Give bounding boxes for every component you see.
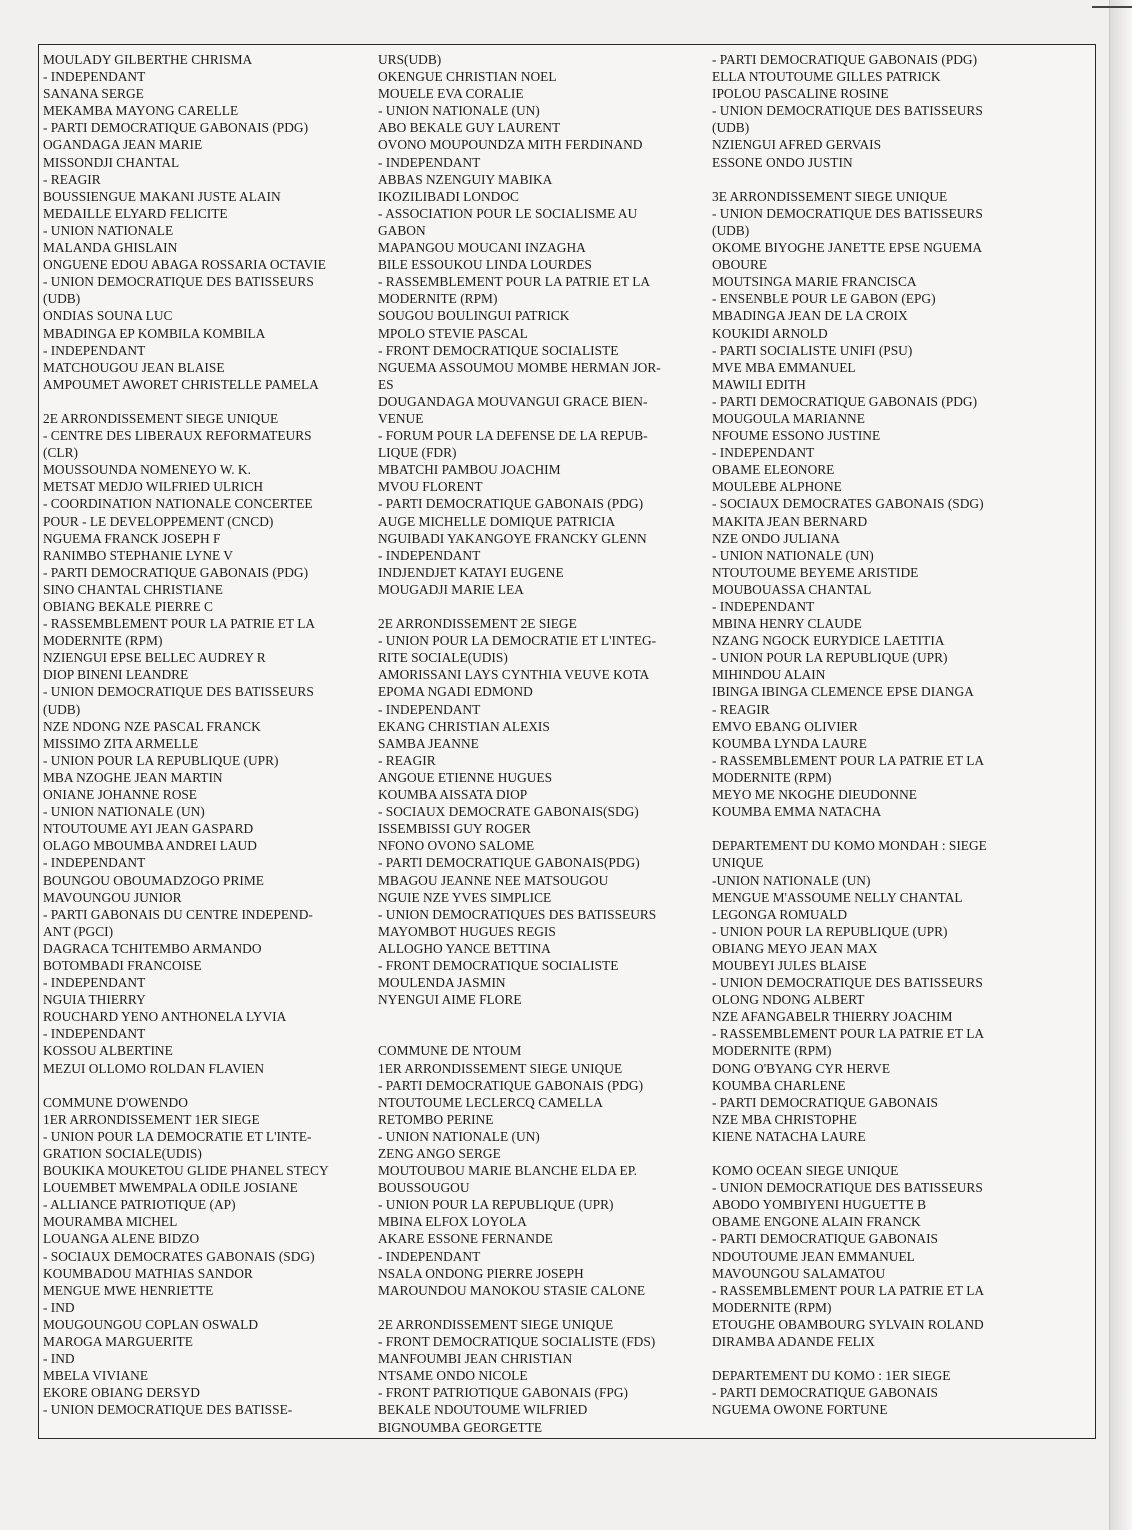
party-label: - INDEPENDANT [43, 975, 146, 991]
party-label: - REAGIR [712, 701, 770, 717]
candidate-name: MBADINGA EP KOMBILA KOMBILA [43, 325, 266, 341]
party-label: - ASSOCIATION POUR LE SOCIALISME AU [378, 205, 638, 221]
blank-line [378, 598, 710, 615]
candidate-name: IBINGA IBINGA CLEMENCE EPSE DIANGA [712, 684, 974, 700]
candidate-name: EKANG CHRISTIAN ALEXIS [378, 718, 550, 734]
party-label: - PARTI DEMOCRATIQUE GABONAIS (PDG) [712, 393, 978, 409]
candidate-name: NZANG NGOCK EURYDICE LAETITIA [712, 633, 945, 649]
party-label: - PARTI DEMOCRATIQUE GABONAIS [712, 1094, 938, 1110]
candidate-name: MANFOUMBI JEAN CHRISTIAN [378, 1351, 573, 1367]
candidate-name: SOUGOU BOULINGUI PATRICK [378, 308, 570, 324]
candidate-name: NTOUTOUME LECLERCQ CAMELLA [378, 1094, 603, 1110]
party-label: - PARTI SOCIALISTE UNIFI (PSU) [712, 342, 913, 358]
candidate-name: OGANDAGA JEAN MARIE [43, 137, 203, 153]
candidate-name: MOUTSINGA MARIE FRANCISCA [712, 274, 917, 290]
party-label: - COORDINATION NATIONALE CONCERTEE [43, 496, 313, 512]
party-label: - RASSEMBLEMENT POUR LA PATRIE ET LA [712, 752, 985, 768]
candidate-name: NFONO OVONO SALOME [378, 838, 535, 854]
section-heading: 2E ARRONDISSEMENT SIEGE UNIQUE [378, 1316, 614, 1332]
party-label: - IND [43, 1351, 75, 1367]
candidate-name: BOUSSIENGUE MAKANI JUSTE ALAIN [43, 188, 281, 204]
candidate-name: AMORISSANI LAYS CYNTHIA VEUVE KOTA [378, 667, 650, 683]
candidate-name: OLAGO MBOUMBA ANDREI LAUD [43, 838, 257, 854]
candidate-name: MBINA ELFOX LOYOLA [378, 1214, 527, 1230]
party-label: - ALLIANCE PATRIOTIQUE (AP) [43, 1197, 236, 1213]
column-1 [43, 51, 377, 1419]
candidate-name: MEZUI OLLOMO ROLDAN FLAVIEN [43, 1060, 265, 1076]
party-label: - UNION NATIONALE (UN) [43, 804, 205, 820]
candidate-name: DIOP BINENI LEANDRE [43, 667, 189, 683]
party-label: - INDEPENDANT [43, 342, 146, 358]
party-label: - INDEPENDANT [43, 69, 146, 85]
candidate-name: LIQUE (FDR) [378, 445, 457, 461]
candidate-name: ANT (PGCI) [43, 923, 114, 939]
candidate-name: NDOUTOUME JEAN EMMANUEL [712, 1248, 915, 1264]
candidate-name: OBOURE [712, 257, 768, 273]
candidate-name: MEKAMBA MAYONG CARELLE [43, 103, 239, 119]
candidate-name: MAROGA MARGUERITE [43, 1334, 193, 1350]
candidate-name: RETOMBO PERINE [378, 1111, 494, 1127]
section-heading: 2E ARRONDISSEMENT 2E SIEGE [378, 616, 577, 632]
party-label: - SOCIAUX DEMOCRATES GABONAIS (SDG) [43, 1248, 315, 1264]
party-label: - UNION DEMOCRATIQUE DES BATISSEURS [712, 975, 983, 991]
candidate-name: MODERNITE (RPM) [712, 769, 832, 785]
party-label: - UNION NATIONALE (UN) [378, 1128, 540, 1144]
section-heading: 3E ARRONDISSEMENT SIEGE UNIQUE [712, 188, 948, 204]
candidate-name: ABODO YOMBIYENI HUGUETTE B [712, 1197, 927, 1213]
candidate-name: ABO BEKALE GUY LAURENT [378, 120, 561, 136]
candidate-name: ONDIAS SOUNA LUC [43, 308, 173, 324]
candidate-name: NZE NDONG NZE PASCAL FRANCK [43, 718, 261, 734]
party-label: - CENTRE DES LIBERAUX REFORMATEURS [43, 428, 312, 444]
candidate-name: MISSIMO ZITA ARMELLE [43, 735, 199, 751]
candidate-name: NTOUTOUME AYI JEAN GASPARD [43, 821, 254, 837]
party-label: - FRONT DEMOCRATIQUE SOCIALISTE [378, 342, 619, 358]
candidate-name: LOUANGA ALENE BIDZO [43, 1231, 200, 1247]
candidate-name: MBELA VIVIANE [43, 1368, 149, 1384]
candidate-name: RITE SOCIALE(UDIS) [378, 650, 508, 666]
candidate-name: MOUGOULA MARIANNE [712, 410, 865, 426]
candidate-name: ELLA NTOUTOUME GILLES PATRICK [712, 69, 941, 85]
party-label: - RASSEMBLEMENT POUR LA PATRIE ET LA [43, 616, 316, 632]
candidate-name: NGUIBADI YAKANGOYE FRANCKY GLENN [378, 530, 647, 546]
party-label: - INDEPENDANT [43, 1026, 146, 1042]
candidate-name: MAKITA JEAN BERNARD [712, 513, 868, 529]
party-label: - FRONT DEMOCRATIQUE SOCIALISTE (FDS) [378, 1334, 656, 1350]
blank-line [712, 820, 1094, 837]
party-label: - FORUM POUR LA DEFENSE DE LA REPUB- [378, 428, 648, 444]
candidate-name: SANANA SERGE [43, 86, 144, 102]
candidate-name: IPOLOU PASCALINE ROSINE [712, 86, 889, 102]
candidate-name: URS(UDB) [378, 52, 442, 67]
candidate-name: MBINA HENRY CLAUDE [712, 616, 862, 632]
candidate-name: MAVOUNGOU SALAMATOU [712, 1265, 886, 1281]
section-heading: DEPARTEMENT DU KOMO : 1ER SIEGE [712, 1368, 951, 1384]
blank-line [378, 1008, 710, 1025]
candidate-name: MOUSSOUNDA NOMENEYO W. K. [43, 462, 251, 478]
candidate-name: OKOME BIYOGHE JANETTE EPSE NGUEMA [712, 240, 983, 256]
candidate-name: ISSEMBISSI GUY ROGER [378, 821, 531, 837]
candidate-name: OBIANG MEYO JEAN MAX [712, 940, 878, 956]
candidate-name: MVE MBA EMMANUEL [712, 359, 856, 375]
candidate-name: EMVO EBANG OLIVIER [712, 718, 858, 734]
candidate-name: MOULEBE ALPHONE [712, 479, 842, 495]
candidate-name: SAMBA JEANNE [378, 735, 479, 751]
candidate-name: (UDB) [712, 120, 750, 136]
party-label: - UNION DEMOCRATIQUE DES BATISSEURS [43, 274, 314, 290]
candidate-name: (UDB) [43, 291, 81, 307]
section-heading: DEPARTEMENT DU KOMO MONDAH : SIEGE [712, 838, 987, 854]
candidate-name: ROUCHARD YENO ANTHONELA LYVIA [43, 1009, 287, 1025]
party-label: - UNION DEMOCRATIQUE DES BATISSEURS [712, 205, 983, 221]
candidate-name: MOUTOUBOU MARIE BLANCHE ELDA EP. [378, 1163, 638, 1179]
candidate-name: MOUBEYI JULES BLAISE [712, 957, 867, 973]
party-label: - UNION POUR LA REPUBLIQUE (UPR) [378, 1197, 614, 1213]
candidate-name: MPOLO STEVIE PASCAL [378, 325, 528, 341]
blank-line [43, 393, 377, 410]
column-3 [712, 51, 1094, 1419]
candidate-name: MAROUNDOU MANOKOU STASIE CALONE [378, 1282, 646, 1298]
candidate-name: NGUIA THIERRY [43, 992, 146, 1008]
candidate-name: MODERNITE (RPM) [712, 1299, 832, 1315]
candidate-name: MOULADY GILBERTHE CHRISMA [43, 52, 253, 67]
candidate-name: KOUMBA EMMA NATACHA [712, 804, 882, 820]
section-heading: 1ER ARRONDISSEMENT SIEGE UNIQUE [378, 1060, 623, 1076]
party-label: - PARTI DEMOCRATIQUE GABONAIS [712, 1385, 938, 1401]
candidate-name: NZE AFANGABELR THIERRY JOACHIM [712, 1009, 953, 1025]
candidate-name: (UDB) [43, 701, 81, 717]
candidate-name: MAYOMBOT HUGUES REGIS [378, 923, 556, 939]
candidate-name: SINO CHANTAL CHRISTIANE [43, 581, 223, 597]
blank-line [43, 1077, 377, 1094]
candidate-name: KOSSOU ALBERTINE [43, 1043, 173, 1059]
candidate-name: DOUGANDAGA MOUVANGUI GRACE BIEN- [378, 393, 648, 409]
candidate-name: MOUGOUNGOU COPLAN OSWALD [43, 1316, 258, 1332]
candidate-name: (UDB) [712, 222, 750, 238]
candidate-name: ONGUENE EDOU ABAGA ROSSARIA OCTAVIE [43, 257, 326, 273]
party-label: - UNION DEMOCRATIQUE DES BATISSEURS [712, 103, 983, 119]
candidate-name: MAWILI EDITH [712, 376, 806, 392]
party-label: - INDEPENDANT [378, 701, 481, 717]
candidate-name: KOUMBA CHARLENE [712, 1077, 846, 1093]
candidate-name: MAPANGOU MOUCANI INZAGHA [378, 240, 586, 256]
candidate-name: KOUMBA LYNDA LAURE [712, 735, 867, 751]
candidate-name: NZIENGUI AFRED GERVAIS [712, 137, 882, 153]
party-label: - RASSEMBLEMENT POUR LA PATRIE ET LA [712, 1282, 985, 1298]
candidate-name: AMPOUMET AWORET CHRISTELLE PAMELA [43, 376, 319, 392]
party-label: - IND [43, 1299, 75, 1315]
party-label: - INDEPENDANT [378, 154, 481, 170]
candidate-name: DAGRACA TCHITEMBO ARMANDO [43, 940, 262, 956]
candidate-name: NGUEMA FRANCK JOSEPH F [43, 530, 221, 546]
candidate-name: INDJENDJET KATAYI EUGENE [378, 564, 564, 580]
candidate-name: MEDAILLE ELYARD FELICITE [43, 205, 228, 221]
candidate-name: NGUEMA ASSOUMOU MOMBE HERMAN JOR- [378, 359, 661, 375]
candidate-name: NTOUTOUME BEYEME ARISTIDE [712, 564, 919, 580]
candidate-name: KIENE NATACHA LAURE [712, 1128, 866, 1144]
party-label: - UNION NATIONALE (UN) [378, 103, 540, 119]
candidate-name: MATCHOUGOU JEAN BLAISE [43, 359, 225, 375]
candidate-name: OKENGUE CHRISTIAN NOEL [378, 69, 557, 85]
candidate-name: NTSAME ONDO NICOLE [378, 1368, 528, 1384]
party-label: - ENSENBLE POUR LE GABON (EPG) [712, 291, 936, 307]
candidate-name: BEKALE NDOUTOUME WILFRIED [378, 1402, 588, 1418]
column-2 [378, 51, 710, 1436]
party-label: -UNION NATIONALE (UN) [712, 872, 871, 888]
party-label: - UNION POUR LA DEMOCRATIE ET L'INTE- [43, 1128, 312, 1144]
candidate-name: METSAT MEDJO WILFRIED ULRICH [43, 479, 264, 495]
party-label: - PARTI DEMOCRATIQUE GABONAIS [712, 1231, 938, 1247]
candidate-name: ALLOGHO YANCE BETTINA [378, 940, 551, 956]
blank-line [378, 1299, 710, 1316]
candidate-name: NGUEMA OWONE FORTUNE [712, 1402, 888, 1418]
candidate-name: OLONG NDONG ALBERT [712, 992, 865, 1008]
section-heading: COMMUNE D'OWENDO [43, 1094, 188, 1110]
party-label: - UNION DEMOCRATIQUE DES BATISSE- [43, 1402, 293, 1418]
candidate-name: IKOZILIBADI LONDOC [378, 188, 519, 204]
candidate-name: MENGUE M'ASSOUME NELLY CHANTAL [712, 889, 963, 905]
candidate-name: NFOUME ESSONO JUSTINE [712, 428, 881, 444]
candidate-name: BOUNGOU OBOUMADZOGO PRIME [43, 872, 264, 888]
candidate-name: MALANDA GHISLAIN [43, 240, 178, 256]
party-label: - PARTI DEMOCRATIQUE GABONAIS (PDG) [378, 496, 644, 512]
party-label: - UNION NATIONALE [43, 222, 174, 238]
candidate-name: BILE ESSOUKOU LINDA LOURDES [378, 257, 592, 273]
candidate-name: OBAME ELEONORE [712, 462, 835, 478]
candidate-name: VENUE [378, 410, 424, 426]
party-label: - PARTI DEMOCRATIQUE GABONAIS(PDG) [378, 855, 640, 871]
candidate-name: AKARE ESSONE FERNANDE [378, 1231, 553, 1247]
candidate-name: MOUBOUASSA CHANTAL [712, 581, 872, 597]
party-label: - UNION NATIONALE (UN) [712, 547, 874, 563]
blank-line [712, 1350, 1094, 1367]
party-label: - INDEPENDANT [712, 445, 815, 461]
candidate-name: (CLR) [43, 445, 78, 461]
section-heading: 1ER ARRONDISSEMENT 1ER SIEGE [43, 1111, 260, 1127]
candidate-name: MODERNITE (RPM) [43, 633, 163, 649]
candidate-name: NZE ONDO JULIANA [712, 530, 840, 546]
candidate-name: OVONO MOUPOUNDZA MITH FERDINAND [378, 137, 643, 153]
candidate-name: GRATION SOCIALE(UDIS) [43, 1146, 202, 1161]
candidate-name: MOULENDA JASMIN [378, 975, 506, 991]
party-label: - UNION DEMOCRATIQUE DES BATISSEURS [43, 684, 314, 700]
party-label: - INDEPENDANT [378, 547, 481, 563]
candidate-name: KOUKIDI ARNOLD [712, 325, 828, 341]
party-label: - RASSEMBLEMENT POUR LA PATRIE ET LA [712, 1026, 985, 1042]
candidate-name: MODERNITE (RPM) [378, 291, 498, 307]
candidate-name: ESSONE ONDO JUSTIN [712, 154, 853, 170]
party-label: - INDEPENDANT [378, 1248, 481, 1264]
candidate-name: POUR - LE DEVELOPPEMENT (CNCD) [43, 513, 274, 529]
candidate-name: DIRAMBA ADANDE FELIX [712, 1334, 875, 1350]
candidate-name: MOUELE EVA CORALIE [378, 86, 524, 102]
candidate-name: MEYO ME NKOGHE DIEUDONNE [712, 787, 917, 803]
party-label: - REAGIR [43, 171, 101, 187]
party-label: - SOCIAUX DEMOCRATE GABONAIS(SDG) [378, 804, 639, 820]
candidate-name: MBATCHI PAMBOU JOACHIM [378, 462, 561, 478]
candidate-name: MBAGOU JEANNE NEE MATSOUGOU [378, 872, 609, 888]
party-label: - UNION POUR LA REPUBLIQUE (UPR) [43, 752, 279, 768]
party-label: - FRONT PATRIOTIQUE GABONAIS (FPG) [378, 1385, 628, 1401]
page-edge [1109, 0, 1132, 1530]
candidate-name: ETOUGHE OBAMBOURG SYLVAIN ROLAND [712, 1316, 984, 1332]
party-label: - UNION DEMOCRATIQUES DES BATISSEURS [378, 906, 657, 922]
section-heading: KOMO OCEAN SIEGE UNIQUE [712, 1163, 899, 1179]
candidate-name: BOUSSOUGOU [378, 1180, 470, 1196]
blank-line [712, 1145, 1094, 1162]
candidate-name: NYENGUI AIME FLORE [378, 992, 522, 1008]
candidate-name: ONIANE JOHANNE ROSE [43, 787, 197, 803]
candidate-name: ZENG ANGO SERGE [378, 1146, 501, 1161]
candidate-name: MBA NZOGHE JEAN MARTIN [43, 769, 223, 785]
candidate-name: ABBAS NZENGUIY MABIKA [378, 171, 553, 187]
candidate-name: BOTOMBADI FRANCOISE [43, 957, 202, 973]
candidate-name: MOURAMBA MICHEL [43, 1214, 178, 1230]
candidate-name: NGUIE NZE YVES SIMPLICE [378, 889, 552, 905]
candidate-name: NZE MBA CHRISTOPHE [712, 1111, 857, 1127]
blank-line [378, 1025, 710, 1042]
candidate-name: OBIANG BEKALE PIERRE C [43, 599, 213, 614]
section-heading: 2E ARRONDISSEMENT SIEGE UNIQUE [43, 410, 279, 426]
party-label: - PARTI DEMOCRATIQUE GABONAIS (PDG) [43, 564, 309, 580]
candidate-name: DONG O'BYANG CYR HERVE [712, 1060, 891, 1076]
candidate-name: MODERNITE (RPM) [712, 1043, 832, 1059]
candidate-name: MOUGADJI MARIE LEA [378, 581, 524, 597]
candidate-name: OBAME ENGONE ALAIN FRANCK [712, 1214, 921, 1230]
candidate-name: MISSONDJI CHANTAL [43, 154, 180, 170]
candidate-name: ES [378, 376, 394, 392]
candidate-name: BOUKIKA MOUKETOU GLIDE PHANEL STECY [43, 1163, 329, 1179]
candidate-name: ANGOUE ETIENNE HUGUES [378, 769, 553, 785]
candidate-name: EKORE OBIANG DERSYD [43, 1385, 200, 1401]
candidate-name: LOUEMBET MWEMPALA ODILE JOSIANE [43, 1180, 298, 1196]
candidate-list-frame [38, 44, 1096, 1439]
candidate-name: MIHINDOU ALAIN [712, 667, 826, 683]
top-rule [1092, 6, 1132, 8]
party-label: - SOCIAUX DEMOCRATES GABONAIS (SDG) [712, 496, 984, 512]
party-label: - INDEPENDANT [43, 855, 146, 871]
candidate-name: KOUMBADOU MATHIAS SANDOR [43, 1265, 253, 1281]
party-label: - UNION POUR LA REPUBLIQUE (UPR) [712, 923, 948, 939]
party-label: - REAGIR [378, 752, 436, 768]
section-heading: COMMUNE DE NTOUM [378, 1043, 522, 1059]
candidate-name: NZIENGUI EPSE BELLEC AUDREY R [43, 650, 266, 666]
party-label: - PARTI GABONAIS DU CENTRE INDEPEND- [43, 906, 313, 922]
candidate-name: UNIQUE [712, 855, 764, 871]
candidate-name: LEGONGA ROMUALD [712, 906, 848, 922]
party-label: - PARTI DEMOCRATIQUE GABONAIS (PDG) [378, 1077, 644, 1093]
candidate-name: MENGUE MWE HENRIETTE [43, 1282, 214, 1298]
party-label: - PARTI DEMOCRATIQUE GABONAIS (PDG) [43, 120, 309, 136]
party-label: - RASSEMBLEMENT POUR LA PATRIE ET LA [378, 274, 651, 290]
party-label: - UNION POUR LA DEMOCRATIE ET L'INTEG- [378, 633, 657, 649]
candidate-name: GABON [378, 222, 426, 238]
candidate-name: EPOMA NGADI EDMOND [378, 684, 533, 700]
candidate-name: MAVOUNGOU JUNIOR [43, 889, 182, 905]
party-label: - UNION DEMOCRATIQUE DES BATISSEURS [712, 1180, 983, 1196]
blank-line [712, 171, 1094, 188]
candidate-name: MVOU FLORENT [378, 479, 483, 495]
candidate-name: RANIMBO STEPHANIE LYNE V [43, 547, 233, 563]
candidate-name: AUGE MICHELLE DOMIQUE PATRICIA [378, 513, 616, 529]
party-label: - PARTI DEMOCRATIQUE GABONAIS (PDG) [712, 52, 978, 67]
party-label: - INDEPENDANT [712, 599, 815, 614]
party-label: - FRONT DEMOCRATIQUE SOCIALISTE [378, 957, 619, 973]
candidate-name: NSALA ONDONG PIERRE JOSEPH [378, 1265, 584, 1281]
candidate-name: MBADINGA JEAN DE LA CROIX [712, 308, 908, 324]
party-label: - UNION POUR LA REPUBLIQUE (UPR) [712, 650, 948, 666]
candidate-name: BIGNOUMBA GEORGETTE [378, 1419, 543, 1435]
candidate-name: KOUMBA AISSATA DIOP [378, 787, 528, 803]
